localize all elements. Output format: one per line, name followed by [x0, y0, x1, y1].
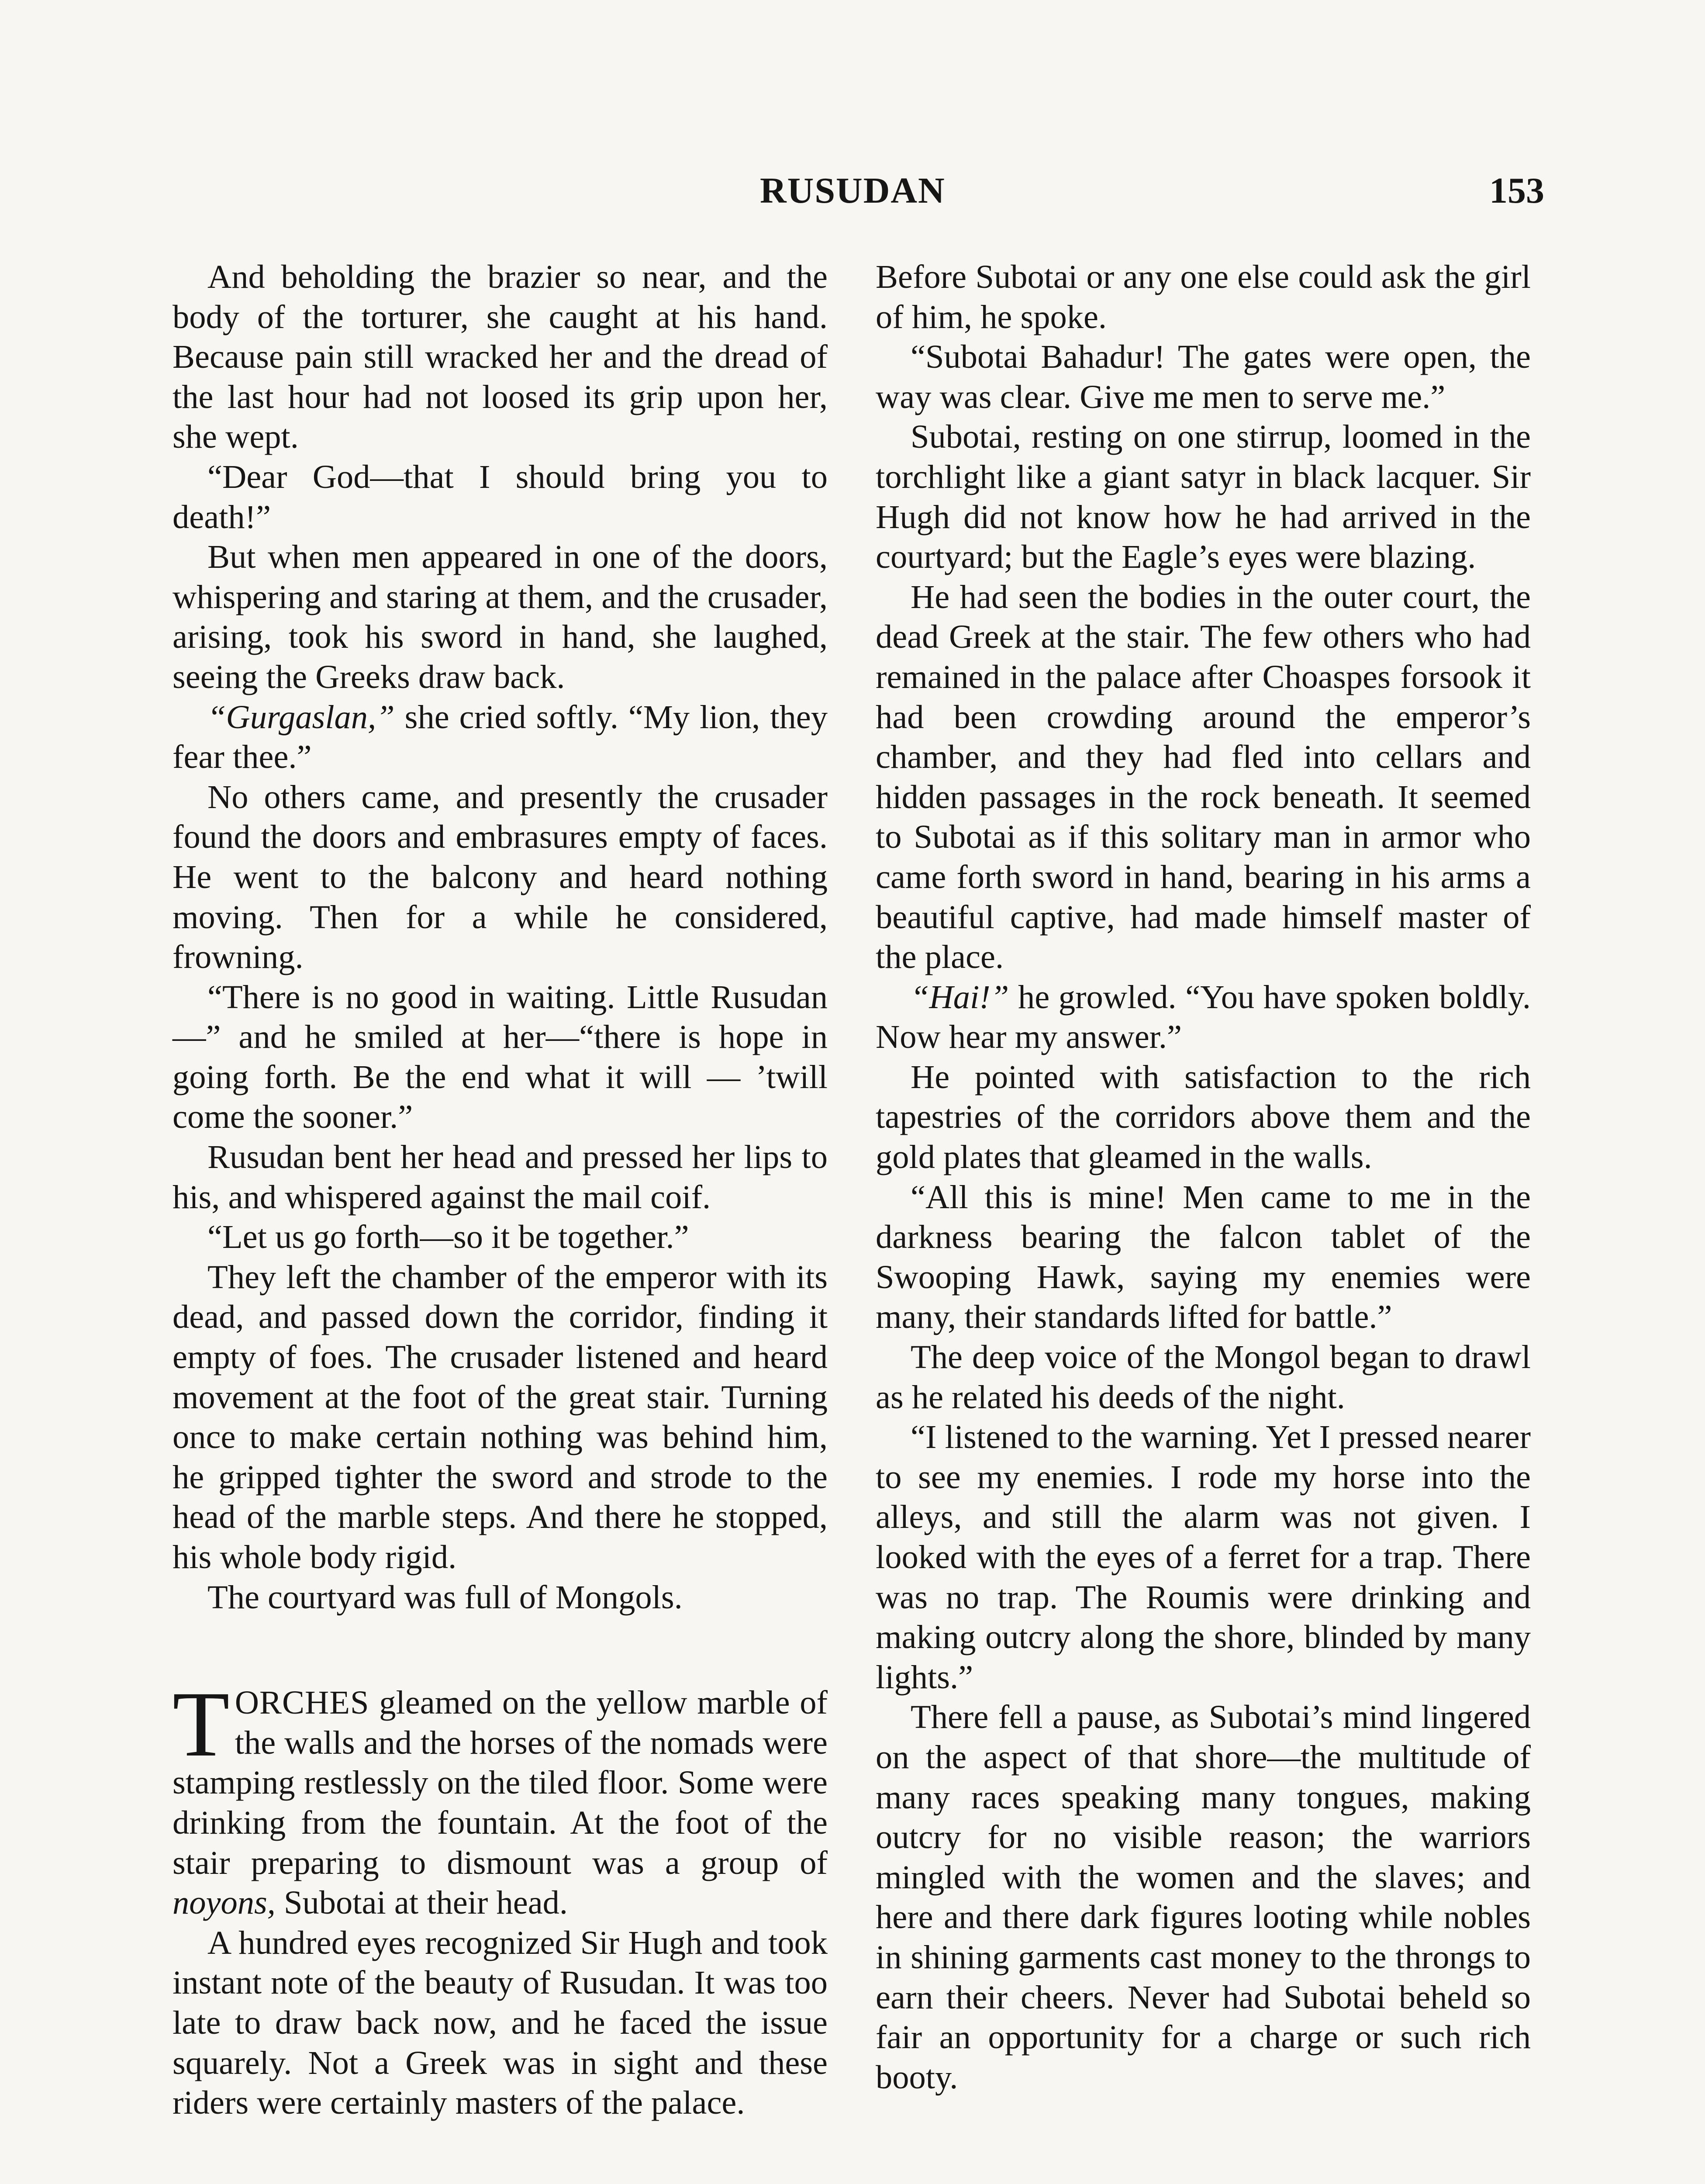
paragraph: He had seen the bodies in the outer court, the dead Greek at the stair. The few others who had remained in the palace after Choaspes forsook it had been crowding around the emperor’s chamber, and they had fled into cellars and hidden passages in the rock beneath. It seemed to Subotai as if this solitary man in armor who came forth sword in hand, bearing in his arms a beautiful captive, had made himself master of the place.: [876, 578, 1531, 976]
paragraph: There fell a pause, as Subotai’s mind lingered on the aspect of that shore—the multitude of many races speaking many tongues, making outcry for no visible reason; the warriors mingled with the women and the slaves; and here and there dark figures looting while nobles in shining garments cast money to the throngs to earn their cheers. Never had Subotai beheld so fair an opportunity for a charge or such rich booty.: [876, 1698, 1531, 2096]
paragraph-dropcap: [173, 1673, 828, 1923]
left-column: [173, 257, 828, 2123]
paragraph-text: gleamed on the yellow marble of the walls and the horses of the nomads were stamping restlessly on the tiled floor. Some were drinking from the fountain. At the foot of the stair preparing to dismount was a group of: [173, 1684, 828, 1881]
paragraph: The courtyard was full of Mongols.: [207, 1578, 683, 1616]
paragraph: [173, 697, 828, 777]
right-column: [876, 257, 1531, 2097]
running-title: RUSUDAN: [760, 170, 946, 211]
italic-phrase: “Gurgaslan,”: [207, 698, 395, 736]
drop-cap: T: [173, 1673, 230, 1776]
paragraph: But when men appeared in one of the doors, whispering and staring at them, and the crusader, arising, took his sword in hand, she laughed, seeing the Greeks draw back.: [173, 538, 828, 695]
paragraph: [876, 977, 1531, 1057]
paragraph: Rusudan bent her head and pressed her lips to his, and whispered against the mail coif.: [173, 1138, 828, 1216]
paragraph: “Subotai Bahadur! The gates were open, the way was clear. Give me men to serve me.”: [876, 338, 1531, 415]
paragraph: “There is no good in waiting. Little Rusudan—” and he smiled at her—“there is hope in going forth. Be the end what it will — ’twill come the sooner.”: [173, 978, 828, 1136]
paragraph: Before Subotai or any one else could ask the girl of him, he spoke.: [876, 258, 1531, 335]
page-number: 153: [1489, 170, 1544, 211]
paragraph: And beholding the brazier so near, and the body of the torturer, she caught at his hand. Because pain still wracked her and the dread of the last hour had not loosed its grip upon her, she wept.: [173, 258, 828, 456]
paragraph: No others came, and presently the crusader found the doors and embrasures empty of faces. He went to the balcony and heard nothing moving. Then for a while he considered, frowning.: [173, 778, 828, 976]
paragraph: They left the chamber of the emperor with its dead, and passed down the corridor, finding it empty of foes. The crusader listened and heard movement at the foot of the great stair. Turning once to make certain nothing was behind him, he gripped tighter the sword and strode to the head of the marble steps. And there he stopped, his whole body rigid.: [173, 1258, 828, 1576]
section-break: [173, 1617, 828, 1683]
paragraph: “Dear God—that I should bring you to death!”: [173, 458, 828, 536]
paragraph: A hundred eyes recognized Sir Hugh and took instant note of the beauty of Rusudan. It was too late to draw back now, and he faced the issue squarely. Not a Greek was in sight and these riders were certainly masters of the palace.: [173, 1924, 828, 2122]
small-caps-lead: ORCHES: [235, 1684, 369, 1721]
paragraph-text: he growled. “You have spoken boldly. Now hear my answer.”: [876, 978, 1531, 1056]
italic-phrase: “Hai!”: [911, 978, 1009, 1016]
paragraph: “I listened to the warning. Yet I pressed nearer to see my enemies. I rode my horse into the alleys, and still the alarm was not given. I looked with the eyes of a ferret for a trap. There was no trap. The Roumis were drinking and making outcry along the shore, blinded by many lights.”: [876, 1418, 1531, 1696]
italic-phrase: noyons,: [173, 1884, 276, 1921]
paragraph: “All this is mine! Men came to me in the darkness bearing the falcon tablet of the Swooping Hawk, saying my enemies were many, their standards lifted for battle.”: [876, 1178, 1531, 1336]
page-header: [0, 169, 1705, 218]
paragraph-text: she cried softly. “My lion, they fear thee.”: [173, 698, 828, 776]
paragraph: “Let us go forth—so it be together.”: [207, 1218, 689, 1256]
paragraph: Subotai, resting on one stirrup, loomed in the torchlight like a giant satyr in black lacquer. Sir Hugh did not know how he had arrived in the courtyard; but the Eagle’s eyes were blazing.: [876, 418, 1531, 576]
paragraph: The deep voice of the Mongol began to drawl as he related his deeds of the night.: [876, 1338, 1531, 1416]
paragraph: He pointed with satisfaction to the rich tapestries of the corridors above them and the gold plates that gleamed in the walls.: [876, 1058, 1531, 1176]
paragraph-text: Subotai at their head.: [275, 1884, 568, 1921]
